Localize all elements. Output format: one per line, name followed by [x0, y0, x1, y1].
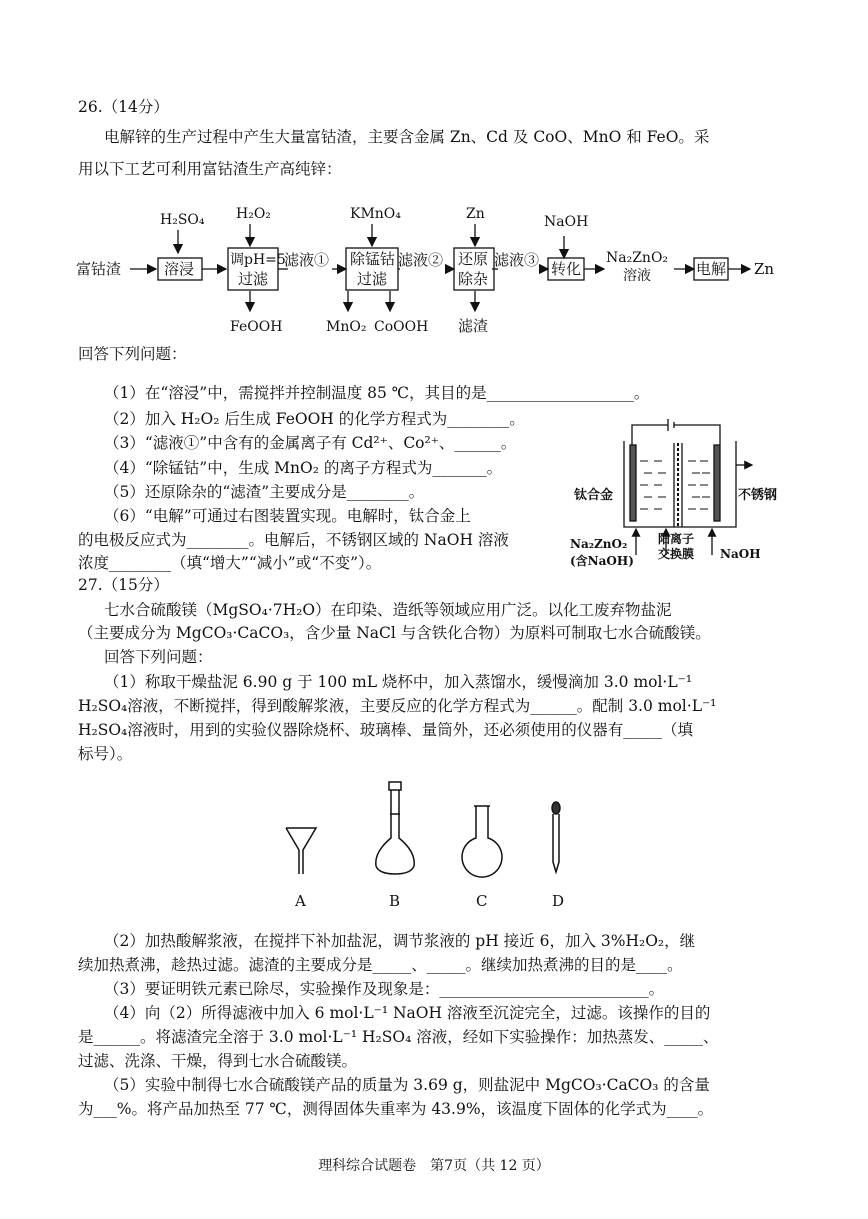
- q27-part2-line2: 续加热煮沸，趁热过滤。滤渣的主要成分是_____、_____。继续加热煮沸的目的是____。: [78, 956, 683, 974]
- q27-part1-line1: （1）称取干燥盐泥 6.90 g 于 100 mL 烧杯中，加入蒸馏水，缓慢滴加 3.0 mol·L⁻¹: [104, 673, 693, 691]
- cell-label-membrane-a: 阳离子: [658, 532, 695, 546]
- q26-answer-prompt: 回答下列问题：: [78, 345, 187, 363]
- flow-reagent-zn: Zn: [466, 206, 485, 222]
- q27-part5-line2: 为___%。将产品加热至 77 ℃，测得固体失重率为 43.9%，该温度下固体的化学式为____。: [78, 1100, 714, 1118]
- flow-step-reduce-b: 除杂: [458, 270, 489, 288]
- apparatus-label-c: C: [476, 892, 488, 910]
- q27-part1-line4: 标号）。: [78, 745, 133, 763]
- cell-label-inlet-b: (含NaOH): [570, 554, 634, 568]
- flow-reagent-naoh: NaOH: [544, 214, 589, 230]
- cell-label-inlet-naoh: NaOH: [720, 547, 761, 561]
- apparatus-label-a: A: [295, 892, 306, 910]
- q27-part1-line2: H₂SO₄溶液，不断搅拌，得到酸解浆液，主要反应的化学方程式为______。配制 3.0 mol·L⁻¹: [78, 697, 717, 715]
- flow-step-reduce-a: 还原: [458, 250, 489, 268]
- flow-step-convert: 转化: [551, 260, 582, 278]
- flow-filtrate-3: 滤液③: [494, 251, 540, 269]
- flow-reagent-kmno4: KMnO₄: [350, 206, 401, 222]
- flow-na2zno2-solution: 溶液: [623, 268, 651, 284]
- q27-part2-line1: （2）加热酸解浆液，在搅拌下补加盐泥，调节浆液的 pH 接近 6，加入 3%H₂O₂，继: [104, 932, 696, 950]
- q26-part5: （5）还原除杂的“滤渣”主要成分是________。: [104, 483, 425, 501]
- q27-answer-prompt: 回答下列问题：: [104, 648, 213, 666]
- flow-product-residue: 滤渣: [458, 317, 489, 335]
- cell-label-inlet-a: Na₂ZnO₂: [570, 537, 628, 551]
- flow-filtrate-1: 滤液①: [284, 251, 330, 269]
- q27-part4-line2: 是______。将滤渣完全溶于 3.0 mol·L⁻¹ H₂SO₄ 溶液，经如下实验操作：加热蒸发、_____、: [78, 1028, 719, 1046]
- flow-step-dissolve: 溶浸: [164, 260, 195, 278]
- flow-step-ph-a: 调pH=5: [230, 252, 286, 268]
- electrolysis-cell-diagram: [570, 415, 790, 575]
- q27-part5-line1: （5）实验中制得七水合硫酸镁产品的质量为 3.69 g，则盐泥中 MgCO₃·CaCO₃ 的含量: [104, 1076, 710, 1094]
- q26-part3: （3）“滤液①”中含有的金属离子有 Cd²⁺、Co²⁺、______。: [104, 434, 517, 452]
- flow-product-mno2: MnO₂: [326, 319, 367, 335]
- flow-reagent-h2o2: H₂O₂: [236, 206, 271, 222]
- page-footer: 理科综合试题卷 第7页（共 12 页）: [318, 1158, 550, 1174]
- q26-intro-line1: 电解锌的生产过程中产生大量富钴渣，主要含金属 Zn、Cd 及 CoO、MnO 和 FeO。采: [104, 128, 710, 146]
- q27-intro-line2: （主要成分为 MgCO₃·CaCO₃，含少量 NaCl 与含铁化合物）为原料可制取七水合硫酸镁。: [78, 624, 711, 642]
- q26-part4: （4）“除锰钴”中，生成 MnO₂ 的离子方程式为_______。: [104, 459, 503, 477]
- flow-product-feooh: FeOOH: [230, 319, 283, 335]
- flow-step-ph-b: 过滤: [238, 270, 269, 288]
- q27-part1-line3: H₂SO₄溶液时，用到的实验仪器除烧杯、玻璃棒、量筒外，还必须使用的仪器有_____（填: [78, 721, 694, 739]
- cell-label-steel: 不锈钢: [738, 488, 778, 503]
- cell-label-membrane-b: 交换膜: [658, 547, 695, 561]
- q27-part4-line3: 过滤、洗涤、干燥，得到七水合硫酸镁。: [78, 1052, 358, 1070]
- q26-part2: （2）加入 H₂O₂ 后生成 FeOOH 的化学方程式为________。: [104, 410, 525, 428]
- lab-apparatus-figure: [270, 776, 600, 916]
- q26-part1: （1）在“溶浸”中，需搅拌并控制温度 85 ℃，其目的是___________________。: [104, 384, 650, 402]
- flow-step-mnco-b: 过滤: [357, 270, 388, 288]
- flow-step-electrolysis: 电解: [696, 260, 727, 278]
- q27-part3: （3）要证明铁元素已除尽，实验操作及现象是：___________________________。: [104, 980, 665, 998]
- apparatus-label-d: D: [552, 892, 565, 910]
- q27-intro-line1: 七水合硫酸镁（MgSO₄·7H₂O）在印染、造纸等领域应用广泛。以化工废弃物盐泥: [104, 601, 672, 619]
- q26-intro-line2: 用以下工艺可利用富钴渣生产高纯锌：: [78, 160, 342, 178]
- cell-label-titanium: 钛合金: [574, 488, 614, 503]
- apparatus-label-b: B: [389, 892, 401, 910]
- flow-step-mnco-a: 除锰钴: [350, 250, 396, 268]
- flow-filtrate-2: 滤液②: [398, 251, 444, 269]
- flow-reagent-h2so4: H₂SO₄: [160, 212, 205, 228]
- q26-part6-line3: 浓度________（填“增大”“减小”或“不变”）。: [78, 554, 382, 572]
- q26-part6-line1: （6）“电解”可通过右图装置实现。电解时，钛合金上: [104, 507, 471, 525]
- flow-product-cooh: CoOOH: [374, 319, 429, 335]
- q26-part6-line2: 的电极反应式为________。电解后，不锈钢区域的 NaOH 溶液: [78, 531, 509, 549]
- flow-end: Zn: [754, 260, 775, 278]
- q26-process-flowchart: [70, 196, 790, 338]
- q27-heading: 27.（15分）: [78, 576, 169, 594]
- flow-start: 富钴渣: [76, 260, 122, 278]
- q27-part4-line1: （4）向（2）所得滤液中加入 6 mol·L⁻¹ NaOH 溶液至沉淀完全，过滤。该操作的目的: [104, 1004, 711, 1022]
- q26-heading: 26.（14分）: [78, 98, 169, 116]
- flow-na2zno2: Na₂ZnO₂: [606, 250, 669, 266]
